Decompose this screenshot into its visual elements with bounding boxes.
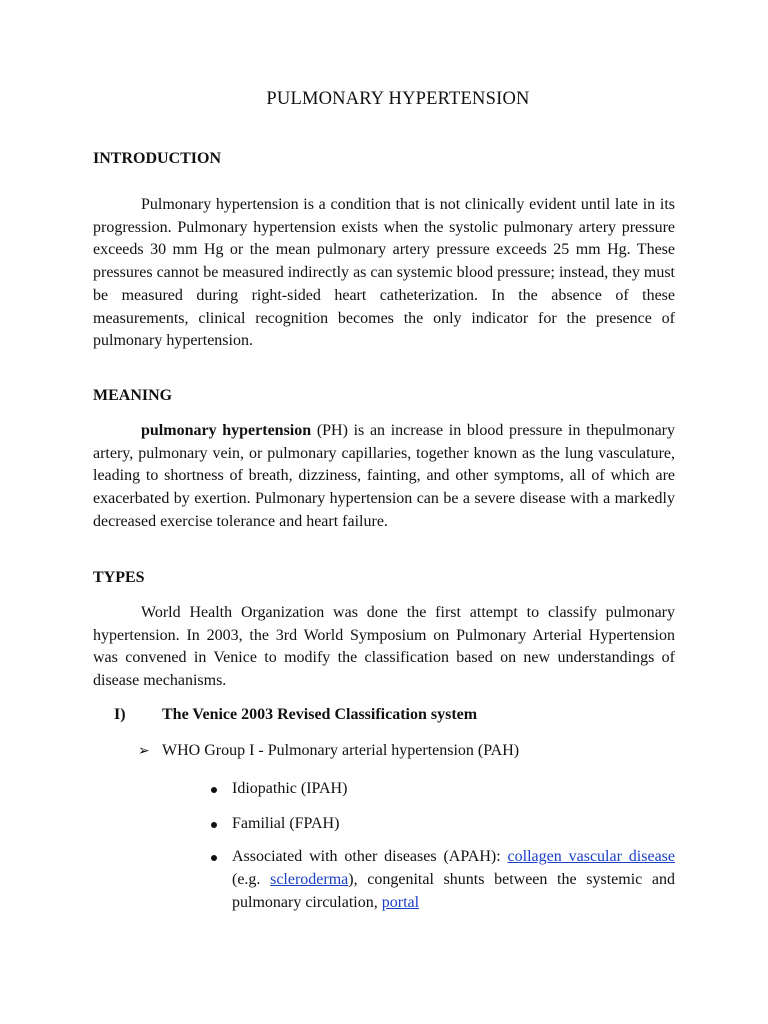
list-item: Associated with other diseases (APAH): collagen vascular disease (e.g. scleroderma), congenital shunts between the systemic and pulmonary circulation, portal <box>208 846 675 914</box>
types-heading: TYPES <box>93 569 145 586</box>
meaning-text: (PH) is an increase in blood pressure in thepulmonary artery, pulmonary vein, or pulmonary capillaries, together known as the lung vasculature, leading to shortness of breath, dizziness, fainting, and other symptoms, all of which are exacerbated by exertion. Pulmonary hypertension can be a severe disease with a markedly decreased exercise tolerance and heart failure. <box>93 422 675 530</box>
group-title: WHO Group I - Pulmonary arterial hypertension (PAH) <box>162 742 520 759</box>
arrow-bullet-icon: ➢ <box>138 743 150 759</box>
roman-numeral: I) <box>114 706 126 723</box>
classification-title: The Venice 2003 Revised Classification system <box>162 706 478 723</box>
meaning-paragraph <box>93 420 675 534</box>
list-item: Idiopathic (IPAH) <box>208 778 675 801</box>
scleroderma-link[interactable]: scleroderma <box>270 871 349 889</box>
bullet-dot-icon <box>211 855 217 861</box>
types-paragraph: World Health Organization was done the first attempt to classify pulmonary hypertension. In 2003, the 3rd World Symposium on Pulmonary Arterial Hypertension was convened in Venice to modify the classification based on new understandings of disease mechanisms. <box>93 604 675 690</box>
list-item: Familial (FPAH) <box>208 813 675 836</box>
bullet-list <box>208 778 675 915</box>
bullet-dot-icon <box>211 822 217 828</box>
introduction-heading: INTRODUCTION <box>93 150 222 167</box>
introduction-paragraph: Pulmonary hypertension is a condition that is not clinically evident until late in its progression. Pulmonary hypertension exists when the systolic pulmonary artery pressure exceeds 30 mm Hg or the mean pulmonary artery pressure exceeds 25 mm Hg. These pressures cannot be measured indirectly as can systemic blood pressure; instead, they must be measured during right-sided heart catheterization. In the absence of these measurements, clinical recognition becomes the only indicator for the presence of pulmonary hypertension. <box>93 196 675 350</box>
group-item <box>138 742 519 760</box>
bullet-dot-icon <box>211 787 217 793</box>
page-title: PULMONARY HYPERTENSION <box>266 89 530 109</box>
classification-heading <box>114 706 477 724</box>
collagen-vascular-disease-link[interactable]: collagen vascular disease <box>507 848 676 866</box>
meaning-term: pulmonary hypertension <box>141 422 312 439</box>
meaning-heading: MEANING <box>93 387 173 404</box>
portal-link[interactable]: portal <box>381 893 420 911</box>
